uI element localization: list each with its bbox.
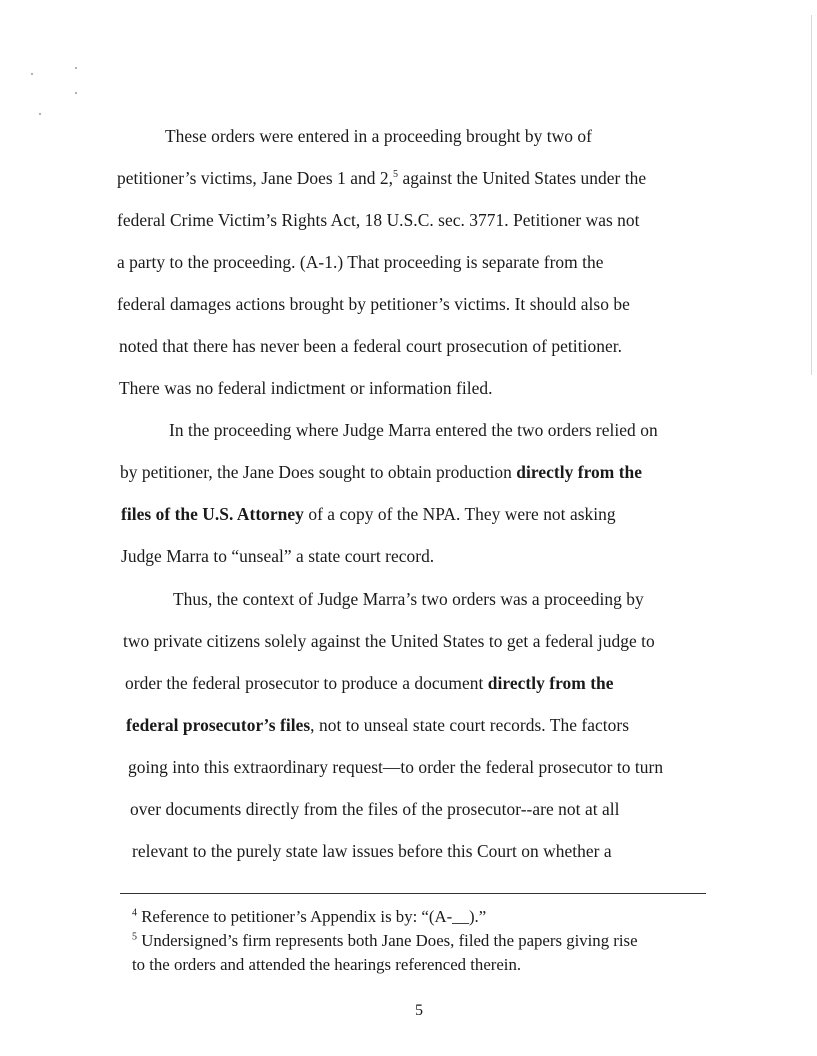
line-text: of a copy of the NPA. They were not asking: [303, 504, 616, 524]
line-text: order the federal prosecutor to produce a document: [125, 673, 488, 693]
body-line: [123, 630, 655, 652]
line-text: against the United States under the: [398, 168, 647, 188]
bold-emphasis: directly from the: [487, 673, 614, 693]
body-line: [173, 588, 644, 610]
body-line: [120, 461, 642, 483]
line-text: two private citizens solely against the United States to get a federal judge to: [123, 631, 655, 651]
body-line: [169, 419, 658, 441]
line-text: Judge Marra to “unseal” a state court record.: [121, 546, 435, 566]
footnote: [132, 906, 486, 927]
line-text: a party to the proceeding. (A-1.) That proceeding is separate from the: [117, 252, 604, 272]
body-line: [119, 335, 622, 357]
footnote-number: 5: [132, 931, 137, 943]
line-text: These orders were entered in a proceeding brought by two of: [165, 126, 592, 146]
line-text: going into this extraordinary request—to order the federal prosecutor to turn: [128, 757, 664, 777]
bold-emphasis: files of the U.S. Attorney: [121, 504, 304, 524]
line-text: noted that there has never been a federal court prosecution of petitioner.: [119, 336, 622, 356]
body-line: [117, 209, 640, 231]
footnote-text: Undersigned’s firm represents both Jane Does, filed the papers giving rise: [137, 931, 638, 950]
line-text: federal Crime Victim’s Rights Act, 18 U.S.C. sec. 3771. Petitioner was not: [117, 210, 640, 230]
scan-speck: [75, 92, 77, 94]
footnote-number: 4: [132, 907, 137, 919]
body-line: [126, 714, 629, 736]
line-text: petitioner’s victims, Jane Does 1 and 2,: [117, 168, 394, 188]
body-line: [125, 672, 614, 694]
footnote-separator: [120, 893, 706, 894]
body-line: [119, 377, 493, 399]
footnote-text: Reference to petitioner’s Appendix is by: “(A-__).”: [137, 907, 487, 926]
bold-emphasis: federal prosecutor’s files: [126, 715, 311, 735]
scan-speck: [39, 113, 41, 115]
footnote: [132, 930, 638, 951]
page-number: 5: [415, 1002, 423, 1019]
body-line: [165, 125, 592, 147]
line-text: over documents directly from the files of the prosecutor--are not at all: [130, 799, 620, 819]
footnote-ref: 5: [393, 169, 399, 181]
scan-speck: [31, 73, 33, 75]
body-line: [121, 545, 434, 567]
bold-emphasis: directly from the: [516, 462, 643, 482]
line-text: federal damages actions brought by petitioner’s victims. It should also be: [117, 294, 630, 314]
line-text: There was no federal indictment or information filed.: [119, 378, 493, 398]
body-line: [117, 251, 604, 273]
body-line: [128, 756, 663, 778]
line-text: In the proceeding where Judge Marra entered the two orders relied on: [169, 420, 658, 440]
line-text: by petitioner, the Jane Does sought to obtain production: [120, 462, 517, 482]
body-line: [121, 503, 616, 525]
body-line: [117, 167, 646, 189]
line-text: relevant to the purely state law issues before this Court on whether a: [132, 841, 612, 861]
body-line: [130, 798, 620, 820]
footnote: [132, 954, 521, 975]
footnote-text: to the orders and attended the hearings referenced therein.: [132, 955, 522, 974]
line-text: Thus, the context of Judge Marra’s two orders was a proceeding by: [173, 589, 644, 609]
scan-speck: [75, 67, 77, 69]
scan-edge: [811, 15, 812, 375]
line-text: , not to unseal state court records. The factors: [310, 715, 630, 735]
body-line: [117, 293, 630, 315]
body-line: [132, 840, 612, 862]
